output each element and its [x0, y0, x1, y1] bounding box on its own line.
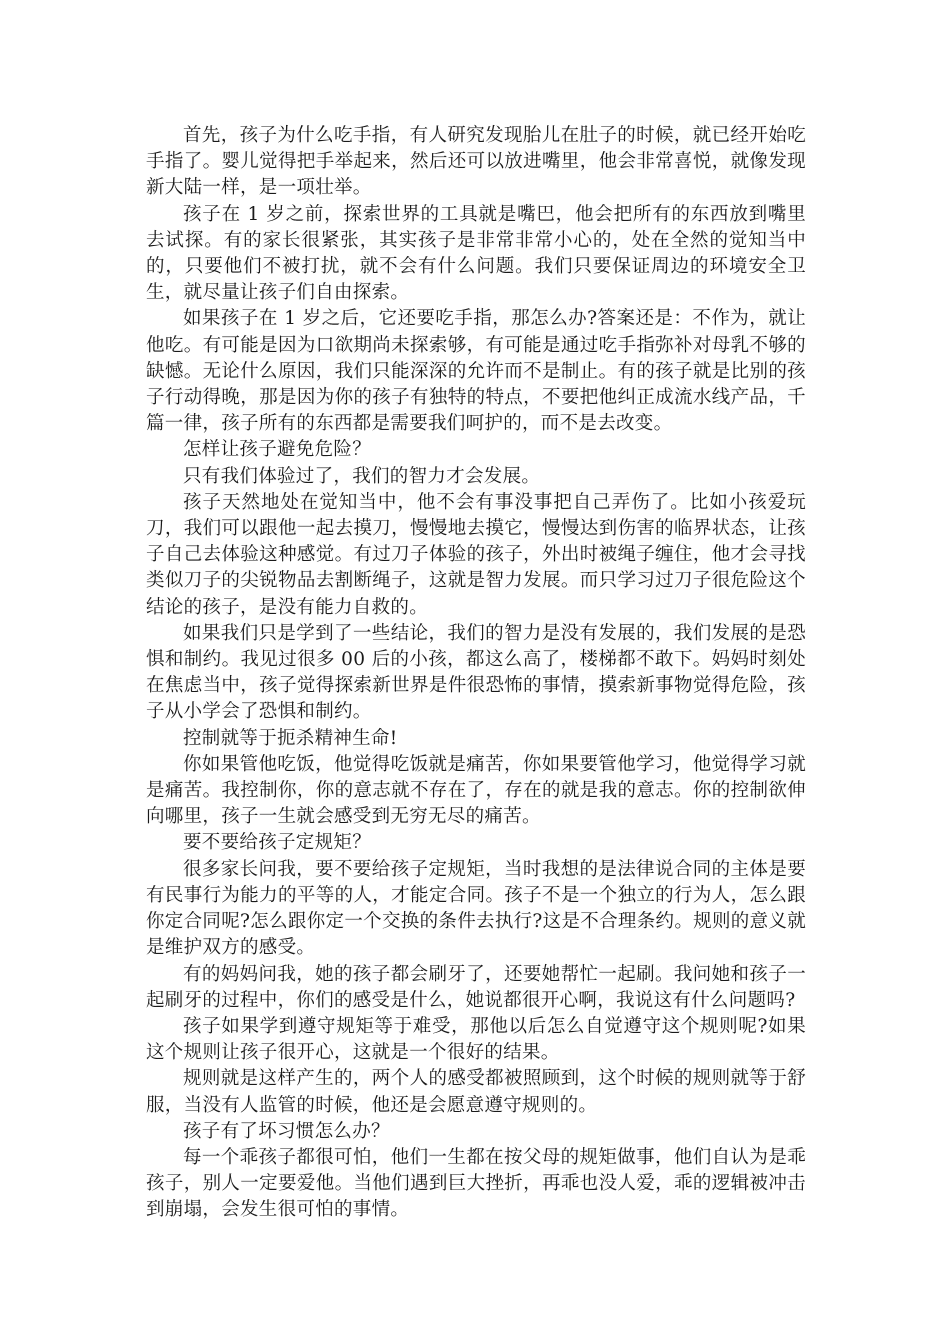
- paragraph: 很多家长问我，要不要给孩子定规矩，当时我想的是法律说合同的主体是要有民事行为能力的平等的人，才能定合同。孩子不是一个独立的行为人，怎么跟你定合同呢?怎么跟你定一个交换的条件去执行?这是不合理条约。规则的意义就是维护双方的感受。: [146, 858, 806, 959]
- paragraph: 孩子如果学到遵守规矩等于难受，那他以后怎么自觉遵守这个规则呢?如果这个规则让孩子很开心，这就是一个很好的结果。: [146, 1015, 806, 1064]
- section-heading: 要不要给孩子定规矩？: [183, 832, 372, 854]
- paragraph: 首先，孩子为什么吃手指，有人研究发现胎儿在肚子的时候，就已经开始吃手指了。婴儿觉得把手举起来，然后还可以放进嘴里，他会非常喜悦，就像发现新大陆一样，是一项壮举。: [146, 125, 806, 199]
- paragraph: 如果我们只是学到了一些结论，我们的智力是没有发展的，我们发展的是恐惧和制约。我见过很多 00 后的小孩，都这么高了，楼梯都不敢下。妈妈时刻处在焦虑当中，孩子觉得探索新世界是件很恐怖的事情，摸索新事物觉得危险，孩子从小学会了恐惧和制约。: [146, 622, 806, 723]
- paragraph: 孩子天然地处在觉知当中，他不会有事没事把自己弄伤了。比如小孩爱玩刀，我们可以跟他一起去摸刀，慢慢地去摸它，慢慢达到伤害的临界状态，让孩子自己去体验这种感觉。有过刀子体验的孩子，外出时被绳子缠住，他才会寻找类似刀子的尖锐物品去割断绳子，这就是智力发展。而只学习过刀子很危险这个结论的孩子，是没有能力自救的。: [146, 491, 806, 618]
- document-body: [146, 123, 806, 1224]
- paragraph: 每一个乖孩子都很可怕，他们一生都在按父母的规矩做事，他们自认为是乖孩子，别人一定要爱他。当他们遇到巨大挫折，再乖也没人爱，乖的逻辑被冲击到崩塌，会发生很可怕的事情。: [146, 1146, 806, 1221]
- section-heading: 孩子有了坏习惯怎么办？: [183, 1120, 390, 1142]
- paragraph: 只有我们体验过了，我们的智力才会发展。: [183, 465, 541, 487]
- paragraph: 你如果管他吃饭，他觉得吃饭就是痛苦，你如果要管他学习，他觉得学习就是痛苦。我控制你，你的意志就不存在了，存在的就是我的意志。你的控制欲伸向哪里，孩子一生就会感受到无穷无尽的痛苦。: [146, 753, 806, 828]
- section-heading: 控制就等于扼杀精神生命!: [183, 727, 398, 749]
- paragraph: 规则就是这样产生的，两个人的感受都被照顾到，这个时候的规则就等于舒服，当没有人监管的时候，他还是会愿意遵守规则的。: [146, 1068, 806, 1116]
- paragraph: 孩子在 1 岁之前，探索世界的工具就是嘴巴，他会把所有的东西放到嘴里去试探。有的家长很紧张，其实孩子是非常非常小心的，处在全然的觉知当中的，只要他们不被打扰，就不会有什么问题。我们只要保证周边的环境安全卫生，就尽量让孩子们自由探索。: [146, 203, 806, 304]
- paragraph: 有的妈妈问我，她的孩子都会刷牙了，还要她帮忙一起刷。我问她和孩子一起刷牙的过程中，你们的感受是什么，她说都很开心啊，我说这有什么问题吗?: [146, 963, 806, 1011]
- paragraph: 如果孩子在 1 岁之后，它还要吃手指，那怎么办?答案还是：不作为，就让他吃。有可能是因为口欲期尚未探索够，有可能是通过吃手指弥补对母乳不够的缺憾。无论什么原因，我们只能深深的允许而不是制止。有的孩子就是比别的孩子行动得晚，那是因为你的孩子有独特的特点，不要把他纠正成流水线产品，千篇一律，孩子所有的东西都是需要我们呵护的，而不是去改变。: [146, 308, 806, 435]
- section-heading: 怎样让孩子避免危险？: [183, 439, 372, 461]
